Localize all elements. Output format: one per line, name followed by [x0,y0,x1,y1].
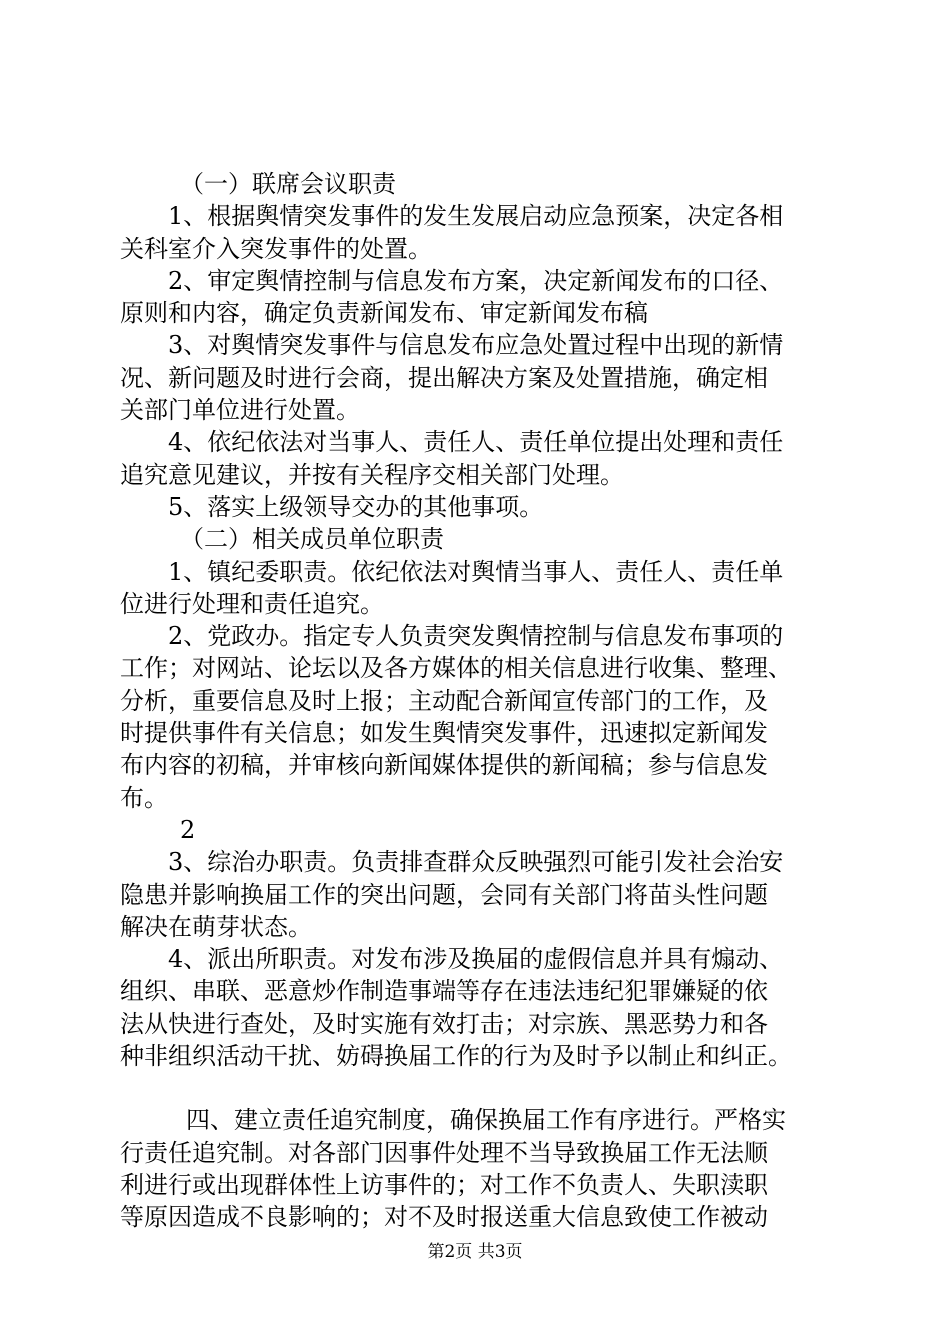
text-line: 布。 [120,783,168,812]
section-heading: （一）联席会议职责 [180,170,396,198]
text-line: 四、建立责任追究制度，确保换届工作有序进行。严格实 [186,1106,786,1135]
text-line: 利进行或出现群体性上访事件的；对工作不负责人、失职渎职 [120,1170,768,1199]
paragraph-gap [120,1072,860,1104]
heading-joint-meeting [120,168,860,200]
paragraph-item-3 [120,329,860,426]
text-line: 1、镇纪委职责。依纪依法对舆情当事人、责任人、责任单 [168,557,784,586]
inline-number [120,814,860,846]
text-line: 原则和内容，确定负责新闻发布、审定新闻发布稿 [120,299,648,328]
text-line: 况、新问题及时进行会商，提出解决方案及处置措施，确定相 [120,363,768,392]
text-line: 4、派出所职责。对发布涉及换届的虚假信息并具有煽动、 [168,945,784,974]
text-line: 1、根据舆情突发事件的发生发展启动应急预案，决定各相 [168,202,784,231]
text-line: 种非组织活动干扰、妨碍换届工作的行为及时予以制止和纠正。 [120,1042,792,1071]
text-line: 时提供事件有关信息；如发生舆情突发事件，迅速拟定新闻发 [120,719,768,748]
text-line: 追究意见建议，并按有关程序交相关部门处理。 [120,460,624,489]
heading-member-units [120,523,860,555]
text-line: 5、落实上级领导交办的其他事项。 [168,492,544,521]
text-line: 法从快进行查处，及时实施有效打击；对宗族、黑恶势力和各 [120,1009,768,1038]
document-body [120,168,860,1234]
paragraph-comprehensive-office [120,846,860,943]
text-line: 行责任追究制。对各部门因事件处理不当导致换届工作无法顺 [120,1138,768,1167]
text-line: 等原因造成不良影响的；对不及时报送重大信息致使工作被动 [120,1203,768,1232]
paragraph-item-2 [120,265,860,330]
text-line: 工作；对网站、论坛以及各方媒体的相关信息进行收集、整理、 [120,654,792,683]
paragraph-police-station [120,943,860,1072]
text-line: 关科室介入突发事件的处置。 [120,234,432,263]
paragraph-item-5 [120,491,860,523]
text-line: 2 [180,815,196,844]
paragraph-accountability [120,1104,860,1233]
paragraph-item-1 [120,200,860,265]
text-line: 隐患并影响换届工作的突出问题，会同有关部门将苗头性问题 [120,880,768,909]
text-line: 解决在萌芽状态。 [120,912,312,941]
text-line: 布内容的初稿，并审核向新闻媒体提供的新闻稿；参与信息发 [120,751,768,780]
paragraph-discipline-committee [120,556,860,621]
paragraph-item-4 [120,426,860,491]
text-line: 分析，重要信息及时上报；主动配合新闻宣传部门的工作，及 [120,686,768,715]
section-heading: （二）相关成员单位职责 [180,525,444,554]
text-line: 4、依纪依法对当事人、责任人、责任单位提出处理和责任 [168,428,784,457]
text-line: 2、审定舆情控制与信息发布方案，决定新闻发布的口径、 [168,266,784,295]
text-line: 3、对舆情突发事件与信息发布应急处置过程中出现的新情 [168,331,784,360]
paragraph-party-office [120,620,860,814]
text-line: 3、综治办职责。负责排查群众反映强烈可能引发社会治安 [168,848,784,877]
text-line: 位进行处理和责任追究。 [120,589,384,618]
text-line: 2、党政办。指定专人负责突发舆情控制与信息发布事项的 [168,622,784,651]
text-line: 组织、串联、恶意炒作制造事端等存在违法违纪犯罪嫌疑的依 [120,977,768,1006]
text-line: 关部门单位进行处置。 [120,396,360,425]
page-footer: 第2页 共3页 [427,1242,523,1262]
